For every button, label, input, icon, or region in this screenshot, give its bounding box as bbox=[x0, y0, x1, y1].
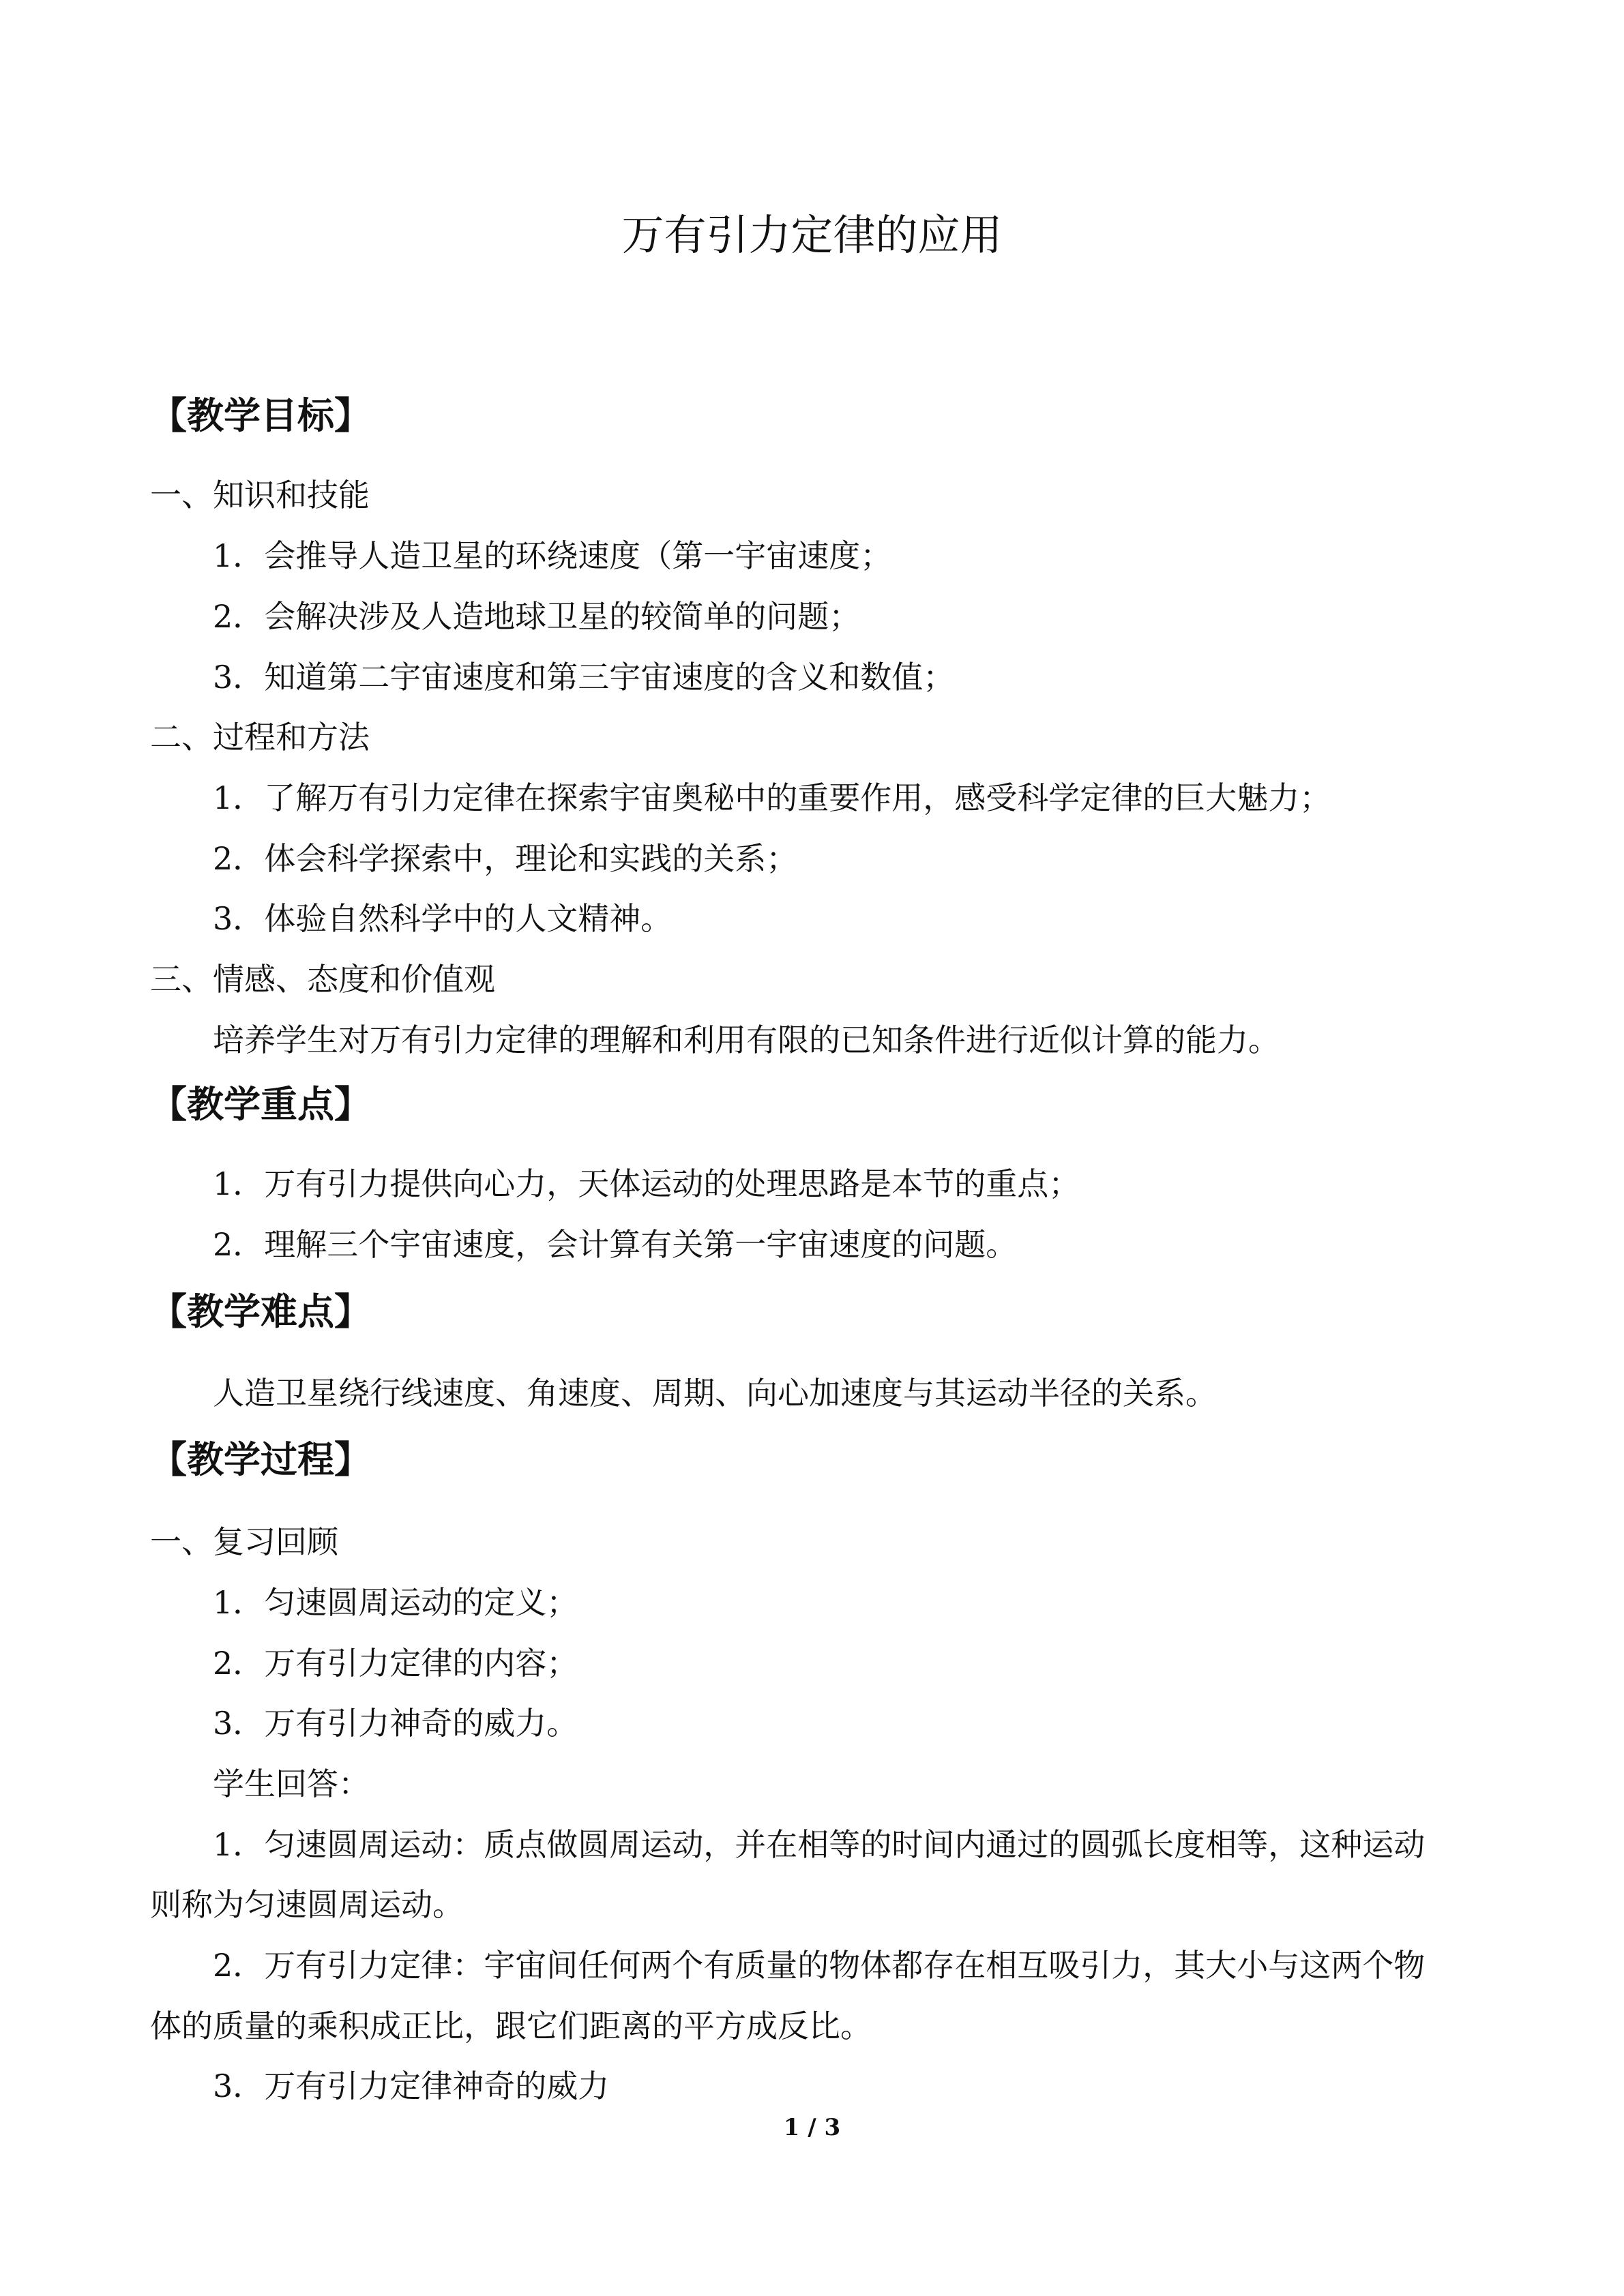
objectives-part2-heading: 二、过程和方法 bbox=[150, 719, 370, 756]
paragraph: 培养学生对万有引力定律的理解和利用有限的已知条件进行近似计算的能力。 bbox=[213, 1022, 1280, 1058]
answer-2-line-1: 2．万有引力定律：宇宙间任何两个有质量的物体都存在相互吸引力，其大小与这两个物 bbox=[213, 1947, 1426, 1984]
section-heading-process: 【教学过程】 bbox=[150, 1438, 371, 1481]
list-item: 2．体会科学探索中，理论和实践的关系； bbox=[213, 840, 798, 877]
answer-1-line-2: 则称为匀速圆周运动。 bbox=[150, 1886, 464, 1923]
answer-2-line-2: 体的质量的乘积成正比，跟它们距离的平方成反比。 bbox=[150, 2008, 872, 2044]
answer-3: 3．万有引力定律神奇的威力 bbox=[213, 2068, 610, 2104]
list-item: 2．理解三个宇宙速度，会计算有关第一宇宙速度的问题。 bbox=[213, 1226, 1018, 1263]
list-item: 1．万有引力提供向心力，天体运动的处理思路是本节的重点； bbox=[213, 1165, 1080, 1202]
answer-1-line-1: 1．匀速圆周运动：质点做圆周运动，并在相等的时间内通过的圆弧长度相等，这种运动 bbox=[213, 1826, 1426, 1863]
page-title: 万有引力定律的应用 bbox=[621, 210, 1003, 260]
process-part1-heading: 一、复习回顾 bbox=[150, 1523, 338, 1560]
objectives-part3-heading: 三、情感、态度和价值观 bbox=[150, 961, 495, 998]
list-item: 1．了解万有引力定律在探索宇宙奥秘中的重要作用，感受科学定律的巨大魅力； bbox=[213, 779, 1331, 816]
section-heading-key-points: 【教学重点】 bbox=[150, 1083, 371, 1126]
list-item: 2．万有引力定律的内容； bbox=[213, 1645, 578, 1682]
section-heading-objectives: 【教学目标】 bbox=[150, 394, 371, 437]
list-item: 2．会解决涉及人造地球卫星的较简单的问题； bbox=[213, 598, 861, 635]
page-number: 1 / 3 bbox=[783, 2114, 841, 2141]
list-item: 3．万有引力神奇的威力。 bbox=[213, 1705, 578, 1742]
section-heading-difficulties: 【教学难点】 bbox=[150, 1290, 371, 1333]
objectives-part1-heading: 一、知识和技能 bbox=[150, 477, 370, 513]
list-item: 1．会推导人造卫星的环绕速度（第一宇宙速度； bbox=[213, 537, 892, 574]
list-item: 1．匀速圆周运动的定义； bbox=[213, 1584, 578, 1621]
list-item: 3．知道第二宇宙速度和第三宇宙速度的含义和数值； bbox=[213, 659, 955, 696]
paragraph: 人造卫星绕行线速度、角速度、周期、向心加速度与其运动半径的关系。 bbox=[213, 1375, 1217, 1412]
student-answer-label: 学生回答： bbox=[213, 1765, 370, 1802]
list-item: 3．体验自然科学中的人文精神。 bbox=[213, 900, 673, 937]
